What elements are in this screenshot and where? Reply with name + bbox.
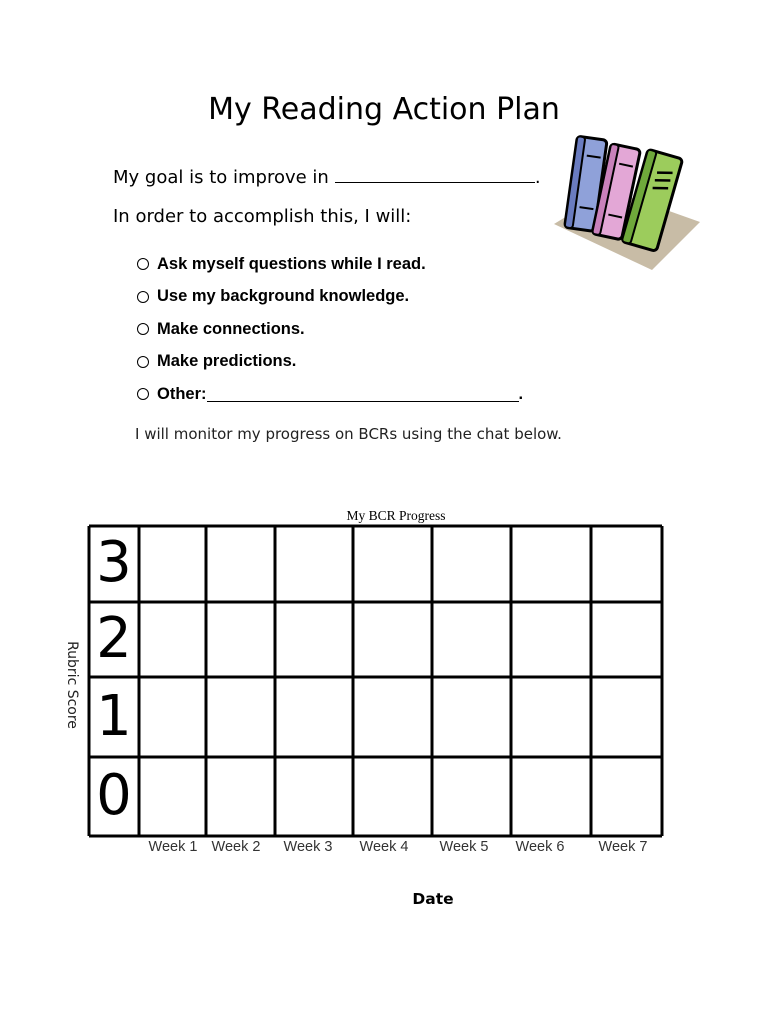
page-title: My Reading Action Plan xyxy=(208,92,560,127)
option-make-connections[interactable] xyxy=(137,313,523,346)
goal-statement xyxy=(113,165,541,188)
week-label: Week 6 xyxy=(515,839,565,855)
radio-icon[interactable] xyxy=(137,323,149,335)
option-label: Other: xyxy=(157,384,207,403)
monitor-statement: I will monitor my progress on BCRs using the chat below. xyxy=(135,425,562,443)
score-label: 0 xyxy=(96,763,132,828)
option-ask-questions[interactable] xyxy=(137,248,523,281)
strategy-options xyxy=(137,248,523,411)
option-label: Make predictions. xyxy=(157,352,297,371)
option-label: Use my background knowledge. xyxy=(157,287,410,306)
week-label: Week 3 xyxy=(283,839,333,855)
radio-icon[interactable] xyxy=(137,388,149,400)
week-label: Week 4 xyxy=(359,839,409,855)
radio-icon[interactable] xyxy=(137,258,149,270)
score-label: 1 xyxy=(96,684,132,749)
option-label: Ask myself questions while I read. xyxy=(157,254,426,273)
week-label: Week 1 xyxy=(148,839,198,855)
week-label: Week 5 xyxy=(439,839,489,855)
goal-blank[interactable] xyxy=(335,165,535,183)
goal-label: My goal is to improve in xyxy=(113,167,329,188)
x-axis-label: Date xyxy=(412,890,454,908)
option-other[interactable] xyxy=(137,378,523,411)
goal-end: . xyxy=(534,167,541,188)
chart-title: My BCR Progress xyxy=(346,508,446,523)
option-background-knowledge[interactable] xyxy=(137,281,523,314)
week-label: Week 7 xyxy=(598,839,648,855)
other-blank[interactable] xyxy=(207,387,519,402)
option-label: Make connections. xyxy=(157,319,305,338)
score-label: 2 xyxy=(96,606,132,671)
week-label: Week 2 xyxy=(211,839,261,855)
option-make-predictions[interactable] xyxy=(137,346,523,379)
books-icon xyxy=(552,128,704,274)
other-end: . xyxy=(518,384,524,403)
accomplish-statement: In order to accomplish this, I will: xyxy=(113,206,412,227)
score-label: 3 xyxy=(96,530,132,595)
radio-icon[interactable] xyxy=(137,356,149,368)
radio-icon[interactable] xyxy=(137,291,149,303)
y-axis-label: Rubric Score xyxy=(64,641,80,729)
